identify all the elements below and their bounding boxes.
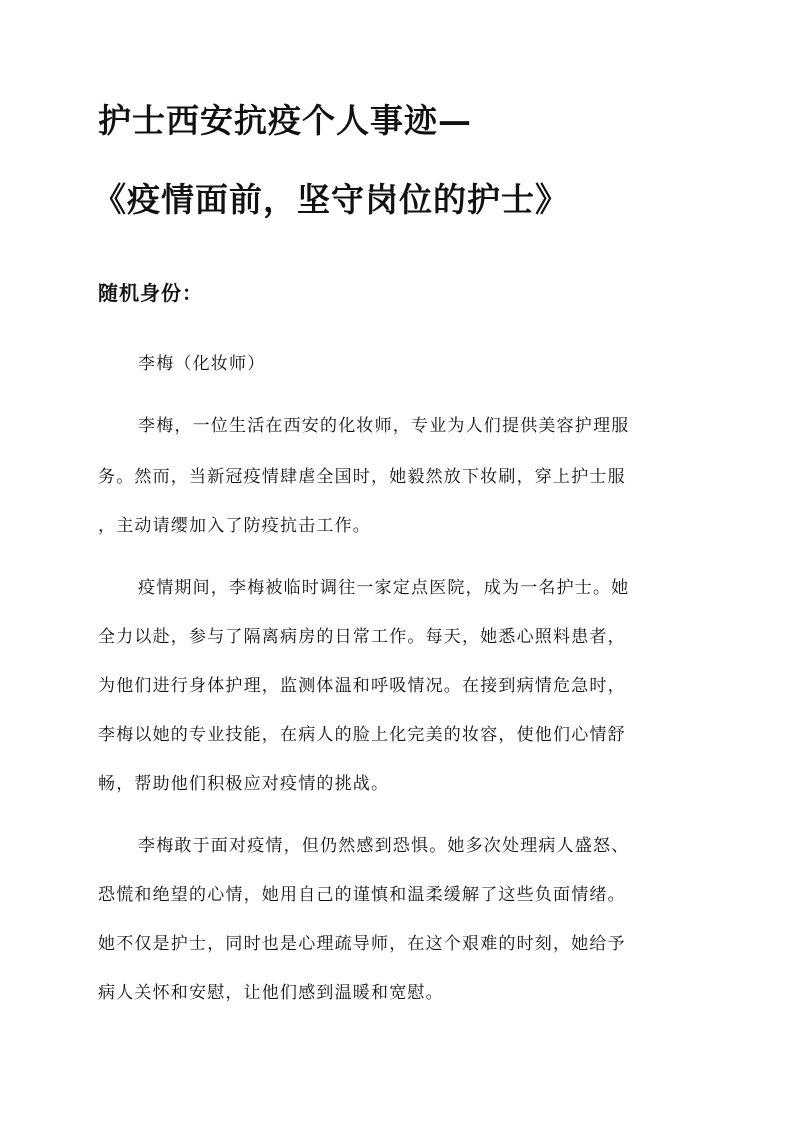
paragraph-2-line-4: 李梅以她的专业技能，在病人的脸上化完美的妆容，使他们心情舒: [98, 725, 626, 745]
paragraph-2-line-1: 疫情期间，李梅被临时调往一家定点医院，成为一名护士。她: [138, 578, 630, 598]
paragraph-3-line-4: 病人关怀和安慰，让他们感到温暖和宽慰。: [98, 983, 444, 1003]
paragraph-3-line-1: 李梅敢于面对疫情，但仍然感到恐惧。她多次处理病人盛怒、: [138, 836, 630, 856]
identity-line: 李梅（化妆师）: [138, 354, 266, 374]
paragraph-2-line-2: 全力以赴，参与了隔离病房的日常工作。每天，她悉心照料患者，: [98, 627, 626, 647]
paragraph-3-line-2: 恐慌和绝望的心情，她用自己的谨慎和温柔缓解了这些负面情绪。: [98, 885, 626, 905]
paragraph-1-line-1: 李梅，一位生活在西安的化妆师，专业为人们提供美容护理服: [138, 416, 630, 436]
paragraph-1-line-3: ，主动请缨加入了防疫抗击工作。: [98, 516, 371, 536]
paragraph-2-line-3: 为他们进行身体护理，监测体温和呼吸情况。在接到病情危急时，: [98, 676, 626, 696]
paragraph-2-line-5: 畅，帮助他们积极应对疫情的挑战。: [98, 774, 390, 794]
paragraph-1-line-2: 务。然而，当新冠疫情肆虐全国时，她毅然放下妆刷，穿上护士服: [98, 467, 626, 487]
document-title-line-1: 护士西安抗疫个人事迹—: [98, 101, 472, 140]
section-heading: 随机身份：: [98, 281, 203, 305]
document-title-line-2: 《疫情面前，坚守岗位的护士》: [93, 180, 569, 219]
paragraph-3-line-3: 她不仅是护士，同时也是心理疏导师，在这个艰难的时刻，她给予: [98, 934, 626, 954]
